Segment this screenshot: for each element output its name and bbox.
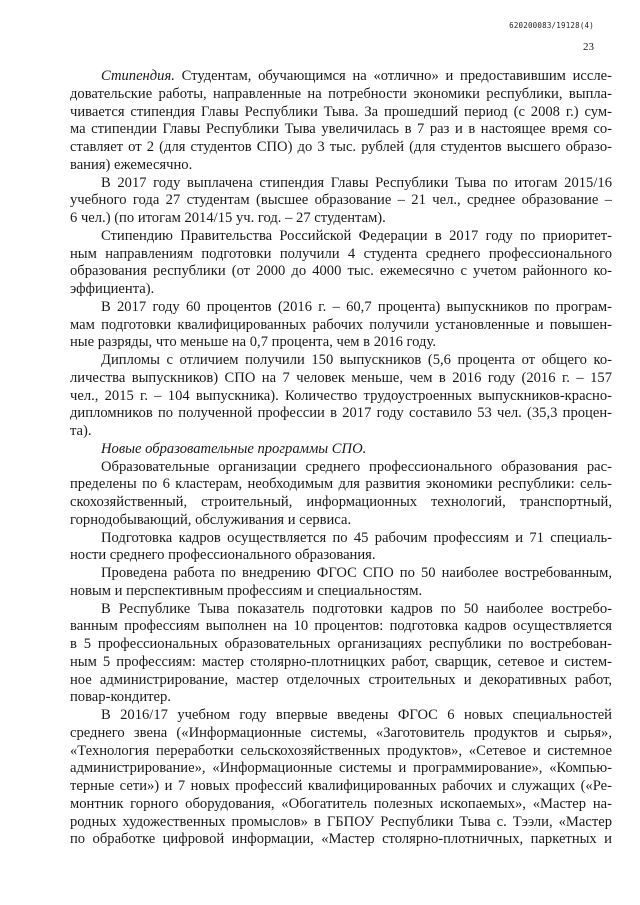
text-line: среднего звена («Информационные системы, «Заготовитель продуктов и сырья», [70,724,612,741]
paragraph [70,601,612,708]
text-line: чивается стипендия Главы Республики Тыва. За прошедший период (с 2008 г.) сум- [70,103,612,120]
text-line: В 2017 году выплачена стипендия Главы Республики Тыва по итогам 2015/16 [101,174,612,191]
text-line: ным 5 профессиям: мастер столярно-плотницких работ, сварщик, сетевое и систем- [70,653,612,670]
text-line: личества выпускников) СПО на 7 человек меньше, чем в 2016 году (2016 г. – 157 [70,369,612,386]
paragraph [70,228,612,299]
paragraph [70,707,612,849]
text-line: ности среднего профессионального образования. [70,547,376,564]
text-line: довательские работы, направленные на потребности экономики республики, выпла- [70,85,612,102]
text-line: терные сети») и 7 новых профессий квалифицированных рабочих и служащих («Ре- [70,778,612,794]
text-line: В Республике Тыва показатель подготовки кадров по 50 наиболее востребо- [101,600,612,617]
text-line: дипломников по полученной профессии в 2017 году составило 53 чел. (35,3 процен- [70,405,612,422]
text-line: скохозяйственный, строительный, информационных технологий, транспортный, [70,494,612,510]
text-line: администрирование», «Информационные системы и программирование», «Компью- [70,760,612,777]
text-line: Новые образовательные программы СПО. [101,440,367,457]
text-line: в 5 профессиональных образовательных организациях республики по востребован- [70,636,612,652]
text-line: вания) ежемесячно. [70,156,193,173]
paragraph [70,441,612,459]
text-line: повар-кондитер. [70,689,171,706]
paragraph [70,565,612,601]
text-line: В 2016/17 учебном году впервые введены ФГОС 6 новых специальностей [101,707,612,723]
text-line: образования республики (от 2000 до 4000 тыс. ежемесячно с учетом районного ко- [70,263,612,280]
text-line: горнодобывающий, обслуживания и сервиса. [70,511,352,528]
text-line: учебного года 27 студентам (высшее образование – 21 чел., среднее образование – [70,192,612,209]
document-body [70,68,612,849]
paragraph [70,459,612,530]
text-line: ные разряды, что меньше на 0,7 процента, чем в 2016 году. [70,334,436,351]
text-line: Стипендию Правительства Российской Федерации в 2017 году по приоритет- [101,227,612,244]
paragraph [70,299,612,352]
text-line: новым и перспективным профессиям и специальностям. [70,582,423,599]
text-line: ванным профессиям выполнен на 10 процентов: подготовка кадров осуществляется [70,618,612,635]
text-line: по обработке цифровой информации, «Мастер столярно-плотничных, паркетных и [70,831,612,848]
text-line: эффициента). [70,281,155,297]
paragraph [70,175,612,228]
paragraph [70,352,612,441]
text-line: «Технология переработки сельскохозяйственных продуктов», «Сетевое и системное [70,742,612,759]
text-line: ма стипендии Главы Республики Тыва увеличилась в 7 раз и в настоящее время со- [70,121,612,138]
text-line: мам подготовки квалифицированных рабочих получили установленные и повышен- [70,316,612,333]
text-line: В 2017 году 60 процентов (2016 г. – 60,7 процента) выпускников по програм- [101,298,612,315]
text-line: Проведена работа по внедрению ФГОС СПО по 50 наиболее востребованным, [101,565,612,581]
text-line: 6 чел.) (по итогам 2014/15 уч. год. – 27 студентам). [70,210,386,226]
text-line: Дипломы с отличием получили 150 выпускников (5,6 процента от общего ко- [101,352,612,368]
text-line: ным направлениям подготовки получили 4 студента среднего профессионального [70,245,612,262]
text-line: монтник горного оборудования, «Обогатитель полезных ископаемых», «Мастер на- [70,795,612,812]
text-line: Подготовка кадров осуществляется по 45 рабочим профессиям и 71 специаль- [101,529,612,546]
page-number: 23 [583,41,594,53]
text-line: та). [70,423,92,439]
text-line: ное администрирование, мастер отделочных строительных и декоративных работ, [70,671,612,688]
text-line: родных художественных промыслов» в ГБПОУ Республики Тыва с. Тээли, «Мастер [70,813,612,830]
text-line: пределены по 6 кластерам, необходимым для развития экономики республики: сель- [70,476,612,493]
text-line: Образовательные организации среднего профессионального образования рас- [101,458,612,475]
italic-lead: Стипендия. [101,68,175,84]
paragraph [70,68,612,175]
document-id: 620200083/19128(4) [509,21,594,30]
text-line: ставляет от 2 (для студентов СПО) до 3 тыс. рублей (для студентов высшего образо- [70,139,612,155]
text-line: Стипендия. Студентам, обучающимся на «отлично» и предоставившим иссле- [101,68,612,84]
paragraph [70,530,612,566]
text-line: чел., 2015 г. – 104 выпускника). Количество трудоустроенных выпускников-красно- [70,387,612,404]
